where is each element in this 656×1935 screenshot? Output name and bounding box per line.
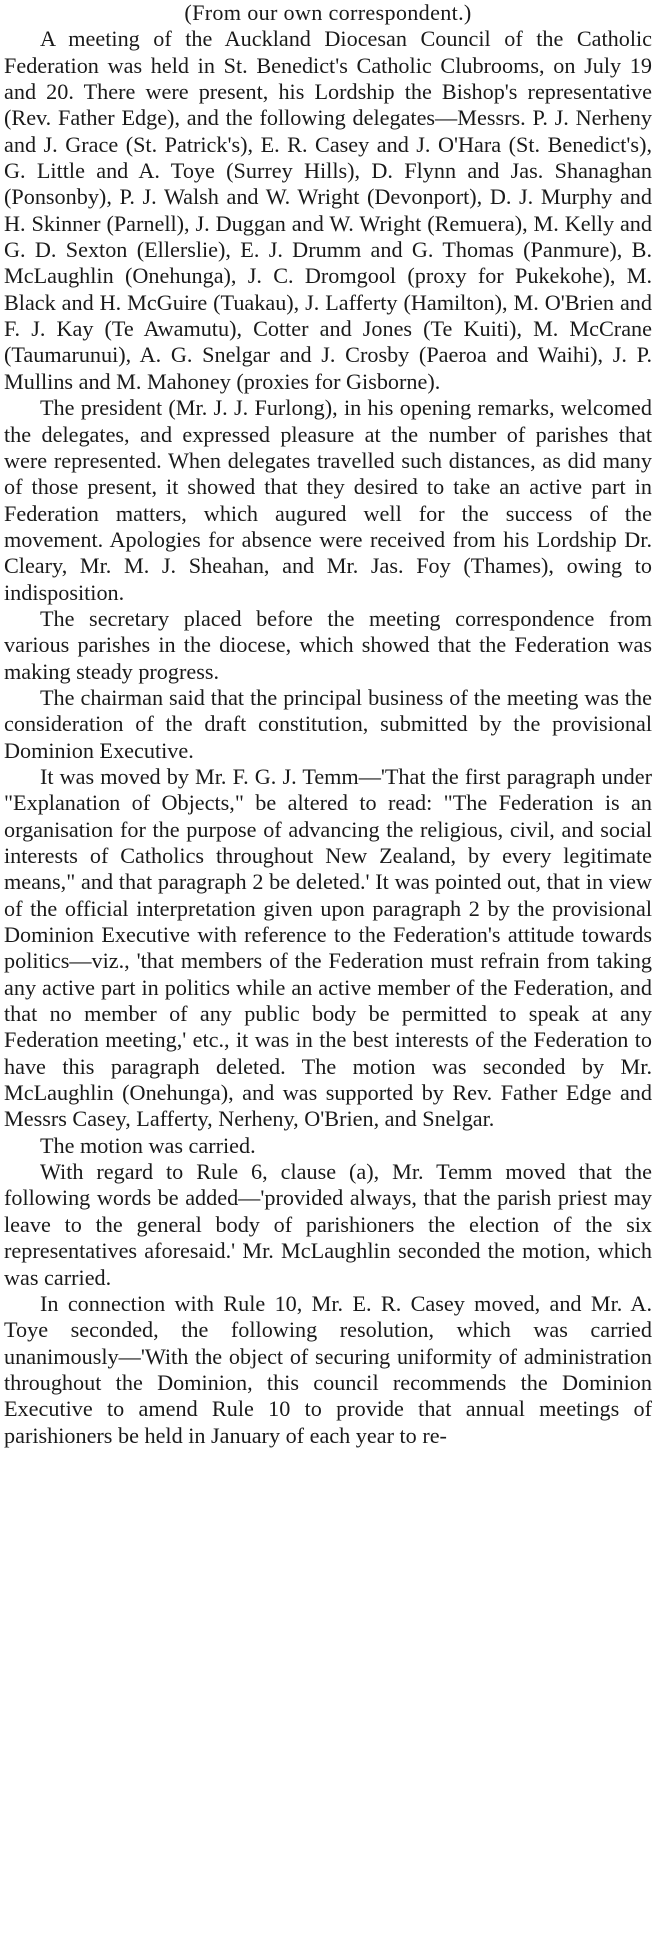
paragraph-motion-carried: The motion was carried.: [40, 1132, 256, 1158]
paragraph-secretary: The secretary placed before the meeting correspondence from various parishes in the diocese, which showed that the Federation was making steady progress.: [4, 605, 652, 684]
paragraph-chairman: The chairman said that the principal business of the meeting was the consideration of the draft constitution, submitted by the provisional Dominion Executive.: [4, 684, 652, 763]
paragraph-temm-motion: It was moved by Mr. F. G. J. Temm—'That the first paragraph under "Explanation of Objects," be altered to read: "The Federation is an organisation for the purpose of advancing the religious, civil, and social interests of Catholics throughout New Zealand, by every legitimate means," and that paragraph 2 be deleted.' It was pointed out, that in view of the official interpretation given upon paragraph 2 by the provisional Dominion Executive with reference to the Federation's attitude towards politics—viz., 'that members of the Federation must refrain from taking any active part in politics while an active member of the Federation, and that no member of any public body be permitted to speak at any Federation meeting,' etc., it was in the best interests of the Federation to have this paragraph deleted. The motion was seconded by Mr. McLaughlin (Onehunga), and was supported by Rev. Father Edge and Messrs Casey, Lafferty, Nerheny, O'Brien, and Snelgar.: [4, 763, 652, 1132]
byline: (From our own correspondent.): [184, 0, 472, 25]
paragraph-rule-6: With regard to Rule 6, clause (a), Mr. Temm moved that the following words be added—'provided always, that the parish priest may leave to the general body of parishioners the election of the six representatives aforesaid.' Mr. McLaughlin seconded the motion, which was carried.: [4, 1159, 652, 1290]
paragraph-president-remarks: The president (Mr. J. J. Furlong), in his opening remarks, welcomed the delegates, and expressed pleasure at the number of parishes that were represented. When delegates travelled such distances, as did many of those present, it showed that they desired to take an active part in Federation matters, which augured well for the success of the movement. Apologies for absence were received from his Lordship Dr. Cleary, Mr. M. J. Sheahan, and Mr. Jas. Foy (Thames), owing to indisposition.: [4, 395, 652, 605]
paragraph-attendance: A meeting of the Auckland Diocesan Council of the Catholic Federation was held in St. Benedict's Catholic Clubrooms, on July 19 and 20. There were present, his Lordship the Bishop's representative (Rev. Father Edge), and the following delegates—Messrs. P. J. Nerheny and J. Grace (St. Patrick's), E. R. Casey and J. O'Hara (St. Benedict's), G. Little and A. Toye (Surrey Hills), D. Flynn and Jas. Shanaghan (Ponsonby), P. J. Walsh and W. Wright (Devonport), D. J. Murphy and H. Skinner (Parnell), J. Duggan and W. Wright (Remuera), M. Kelly and G. D. Sexton (Ellerslie), E. J. Drumm and G. Thomas (Panmure), B. McLaughlin (Onehunga), J. C. Dromgool (proxy for Pukekohe), M. Black and H. McGuire (Tuakau), J. Lafferty (Hamilton), M. O'Brien and F. J. Kay (Te Awamutu), Cotter and Jones (Te Kuiti), M. McCrane (Taumarunui), A. G. Snelgar and J. Crosby (Paeroa and Waihi), J. P. Mullins and M. Mahoney (proxies for Gisborne).: [4, 26, 652, 394]
paragraph-rule-10: In connection with Rule 10, Mr. E. R. Casey moved, and Mr. A. Toye seconded, the following resolution, which was carried unanimously—'With the object of securing uniformity of administration throughout the Dominion, this council recommends the Dominion Executive to amend Rule 10 to provide that annual meetings of parishioners be held in January of each year to re-: [4, 1290, 652, 1448]
